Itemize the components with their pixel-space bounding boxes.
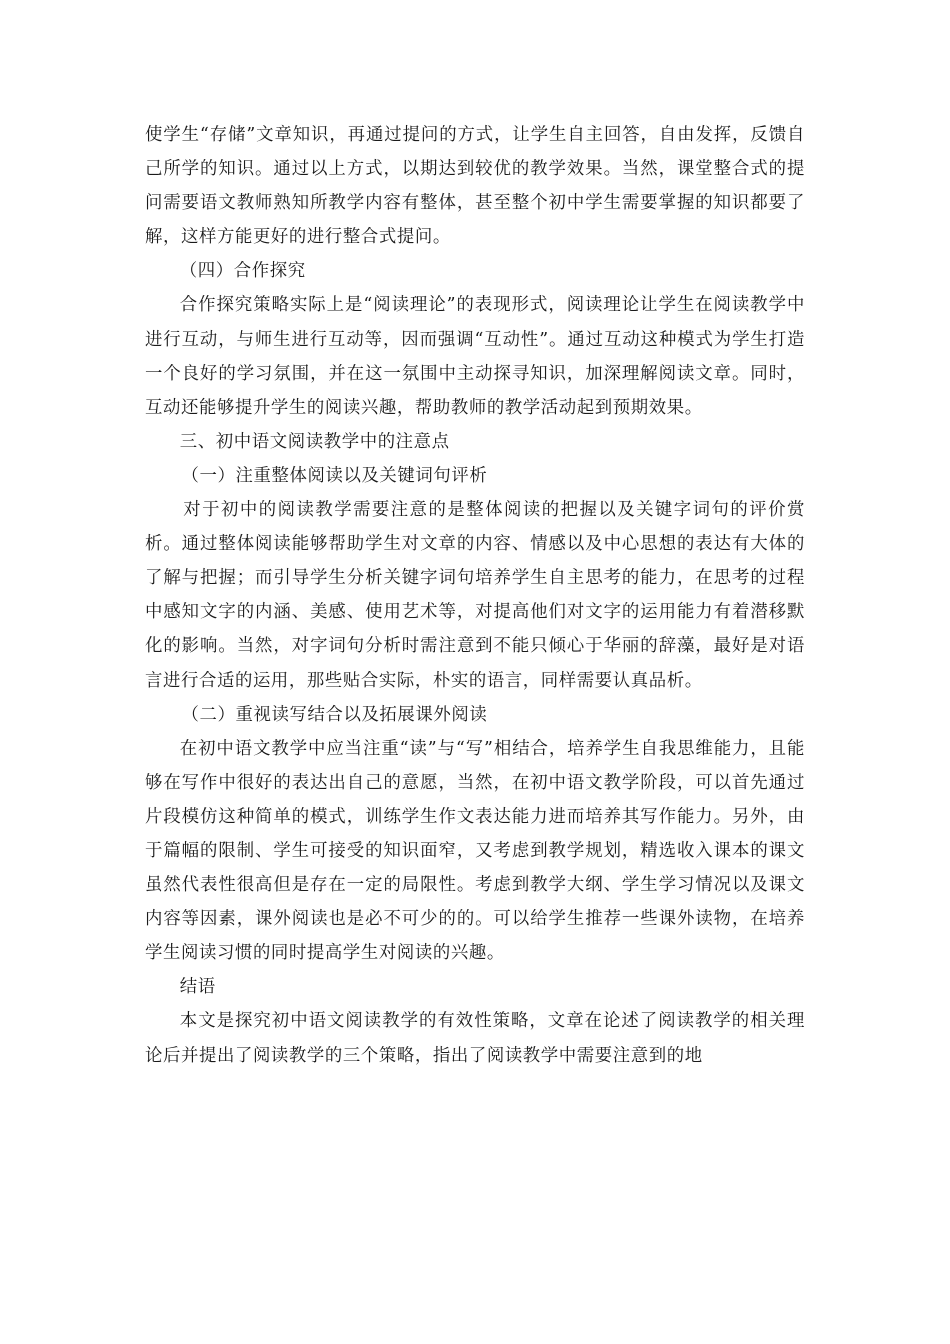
paragraph-intro-continued: 使学生“存储”文章知识，再通过提问的方式，让学生自主回答，自由发挥，反馈自己所学的知识。通过以上方式，以期达到较优的教学效果。当然，课堂整合式的提问需要语文教师熟知所教学内容有整体，甚至整个初中学生需要掌握的知识都要了解，这样方能更好的进行整合式提问。: [145, 125, 805, 248]
paragraph-whole-reading: 对于初中的阅读教学需要注意的是整体阅读的把握以及关键字词句的评价赏析。通过整体阅读能够帮助学生对文章的内容、情感以及中心思想的表达有大体的了解与把握；而引导学生分析关键字词句培养学生自主思考的能力，在思考的过程中感知文字的内涵、美感、使用艺术等，对提高他们对文字的运用能力有着潜移默化的影响。当然，对字词句分析时需注意到不能只倾心于华丽的辞藻，最好是对语言进行合适的运用，那些贴合实际，朴实的语言，同样需要认真品析。: [145, 500, 805, 691]
document-body: [145, 118, 805, 1073]
section-heading-attention-points: 三、初中语文阅读教学中的注意点: [179, 431, 450, 452]
section-heading-cooperative-inquiry: （四）合作探究: [179, 261, 306, 282]
paragraph-cooperative-inquiry: 合作探究策略实际上是“阅读理论”的表现形式，阅读理论让学生在阅读教学中进行互动，与师生进行互动等，因而强调“互动性”。通过互动这种模式为学生打造一个良好的学习氛围，并在这一氛围中主动探寻知识，加深理解阅读文章。同时，互动还能够提升学生的阅读兴趣，帮助教师的教学活动起到预期效果。: [145, 295, 805, 418]
paragraph-conclusion: 本文是探究初中语文阅读教学的有效性策略，文章在论述了阅读教学的相关理论后并提出了阅读教学的三个策略，指出了阅读教学中需要注意到的地: [145, 1011, 805, 1066]
paragraph-reading-writing: 在初中语文教学中应当注重“读”与“写”相结合，培养学生自我思维能力，且能够在写作中很好的表达出自己的意愿，当然，在初中语文教学阶段，可以首先通过片段模仿这种简单的模式，训练学生作文表达能力进而培养其写作能力。另外，由于篇幅的限制、学生可接受的知识面窄，又考虑到教学规划，精选收入课本的课文虽然代表性很高但是存在一定的局限性。考虑到教学大纲、学生学习情况以及课文内容等因素，课外阅读也是必不可少的的。可以给学生推荐一些课外读物，在培养学生阅读习惯的同时提高学生对阅读的兴趣。: [145, 738, 805, 964]
subsection-heading-reading-writing: （二）重视读写结合以及拓展课外阅读: [181, 704, 488, 725]
section-heading-conclusion: 结语: [179, 977, 216, 998]
subsection-heading-whole-reading: （一）注重整体阅读以及关键词句评析: [181, 465, 488, 486]
